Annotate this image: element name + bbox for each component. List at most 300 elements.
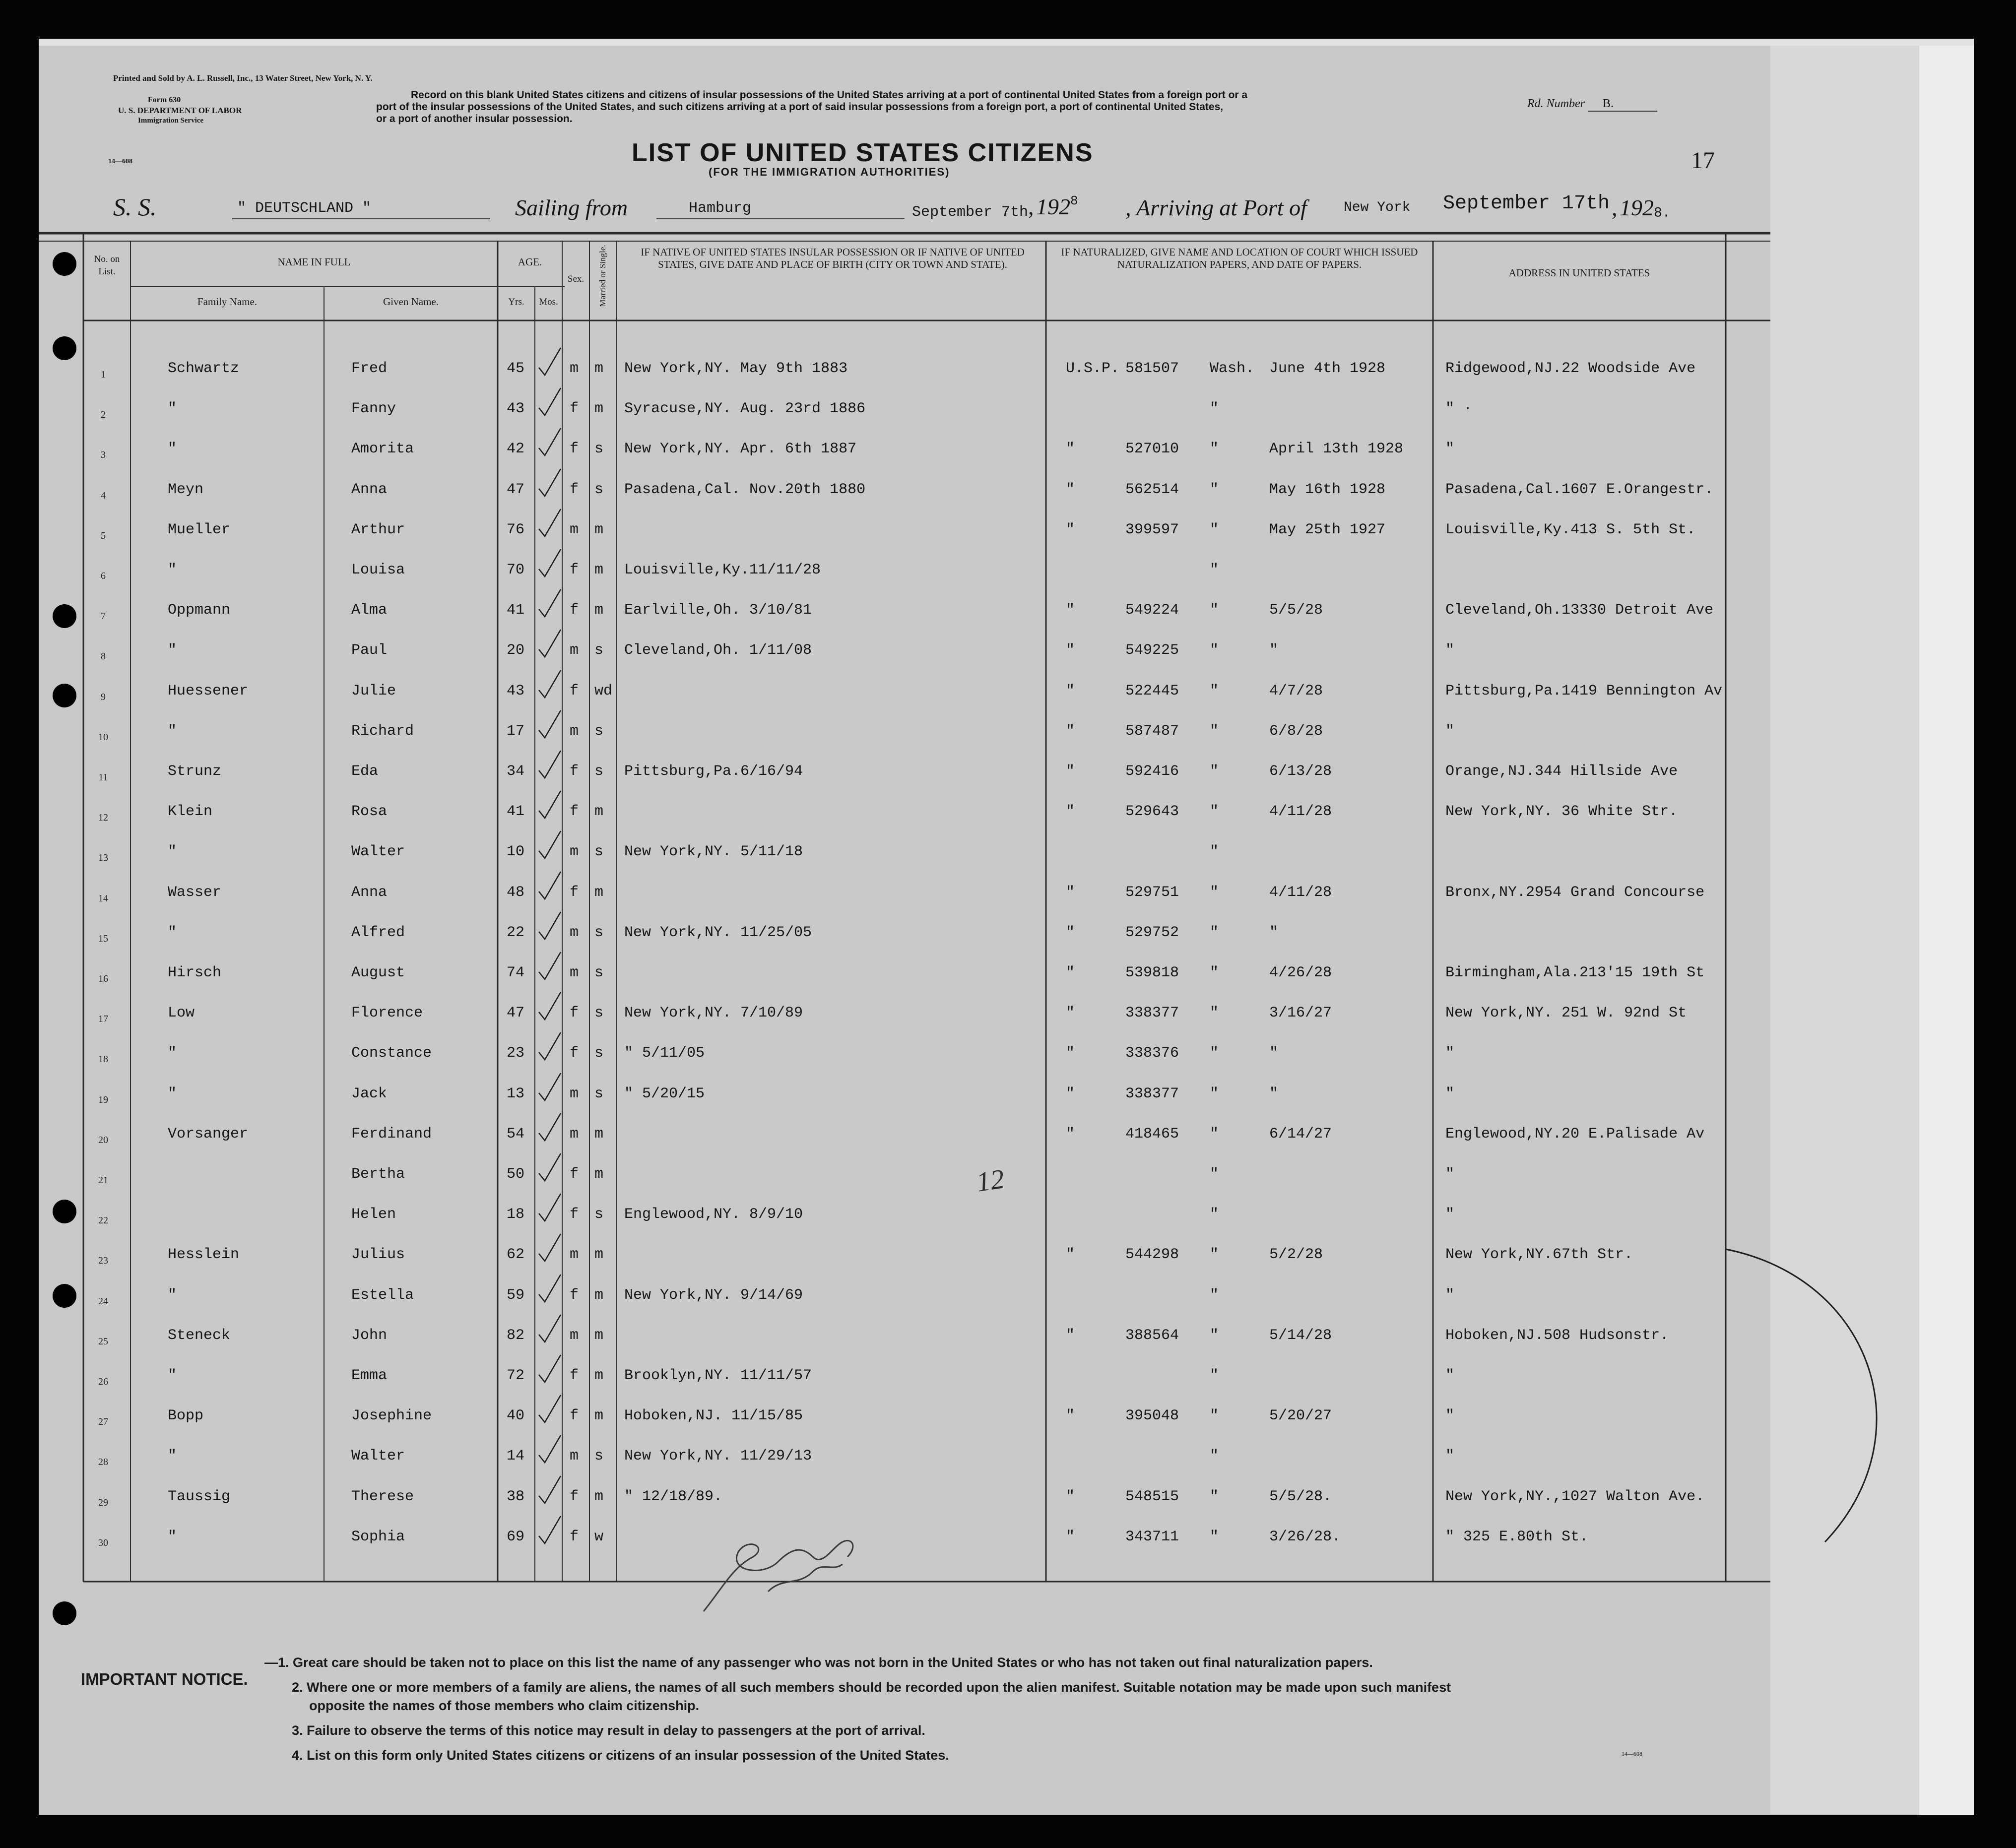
age-years: 17 [507,722,525,740]
age-years: 10 [507,843,525,861]
naturalization-date: 6/14/27 [1269,1125,1332,1143]
check-mark-icon [535,788,565,823]
address: " [1445,1448,1455,1465]
naturalization-court: " [1210,1005,1219,1022]
naturalization-court: " [1210,1085,1219,1102]
address: Bronx,NY.2954 Grand Concourse [1445,884,1705,901]
naturalization-court: " [1210,1407,1219,1425]
row-number: 13 [98,852,108,864]
naturalization-date: 4/26/28 [1269,964,1332,981]
family-name: Hirsch [168,964,222,981]
row-number: 24 [98,1295,108,1307]
given-name: Alma [351,602,388,619]
col-header-naturalization: IF NATURALIZED, GIVE NAME AND LOCATION OF COURT WHICH ISSUED NATURALIZATION PAPERS, AND DATE OF PAPERS. [1061,246,1418,270]
age-years: 74 [507,964,525,981]
instruction-line: Record on this blank United States citizens and citizens of insular possessions of the United States arriving at a port of continental United States from a foreign port or a [411,89,1248,101]
address: " [1445,642,1455,659]
address: " [1445,1367,1455,1384]
naturalization-number: 562514 [1125,481,1179,498]
row-number: 19 [98,1094,108,1105]
naturalization-date: 3/26/28. [1269,1528,1341,1545]
given-name: Alfred [351,924,405,941]
naturalization-date: 5/5/28 [1269,602,1323,619]
naturalization-number: 343711 [1125,1528,1179,1545]
naturalization-court: " [1210,1528,1219,1545]
form-number: Form 630 [148,96,181,104]
marital-status: s [594,843,604,861]
age-years: 34 [507,763,525,780]
given-name: Florence [351,1005,423,1022]
naturalization-number: 529752 [1125,924,1179,941]
margin-note: 12 [974,1163,1007,1198]
check-mark-icon [535,466,565,501]
marital-status: s [594,763,604,780]
address: Pasadena,Cal.1607 E.Orangestr. [1445,481,1714,498]
rd-number-label: Rd. Number [1527,97,1585,110]
naturalization-prefix: " [1066,1528,1075,1545]
row-number: 23 [98,1255,108,1267]
row-number: 8 [101,651,106,662]
age-years: 50 [507,1166,525,1183]
naturalization-court: " [1210,722,1219,740]
notice-heading: IMPORTANT NOTICE. [81,1670,248,1688]
marital-status: s [594,441,604,458]
sailing-label: Sailing from [515,195,628,220]
check-mark-icon [535,909,565,944]
family-name: " [168,1528,177,1545]
ship-name: " DEUTSCHLAND " [237,200,372,217]
notice-item-2-cont: opposite the names of those members who claim citizenship. [309,1698,700,1713]
naturalization-prefix: " [1066,1005,1075,1022]
birth-place-date: Pasadena,Cal. Nov.20th 1880 [624,481,866,498]
given-name: Julius [351,1246,405,1264]
marital-status: m [594,1327,604,1344]
address: New York,NY.,1027 Walton Ave. [1445,1488,1705,1505]
family-name: Klein [168,803,213,821]
footer-code: 14—608 [1622,1750,1642,1757]
sex: f [570,1367,579,1384]
naturalization-date: May 25th 1927 [1269,521,1386,538]
given-name: Emma [351,1367,388,1384]
naturalization-date: " [1269,642,1279,659]
naturalization-court: Wash. [1210,360,1255,377]
birth-place-date: New York,NY. 5/11/18 [624,843,803,861]
sex: m [570,360,579,377]
family-name: " [168,562,177,578]
col-header-age: AGE. [518,256,542,268]
age-years: 14 [507,1448,525,1465]
given-name: Walter [351,1448,405,1465]
row-number: 11 [98,772,108,783]
row-number: 16 [98,973,108,984]
check-mark-icon [535,587,565,622]
family-name: Strunz [168,763,222,780]
col-header-birth: IF NATIVE OF UNITED STATES INSULAR POSSESSION OR IF NATIVE OF UNITED STATES, GIVE DATE AND PLACE OF BIRTH (CITY OR TOWN AND STATE). [641,246,1025,270]
given-name: Amorita [351,441,414,458]
row-number: 9 [101,691,106,702]
given-name: Jack [351,1085,388,1102]
row-number: 22 [98,1215,108,1226]
family-name: Mueller [168,521,231,538]
sail-date: September 7th [912,203,1029,221]
address: Pittsburg,Pa.1419 Bennington Av [1445,682,1723,700]
row-number: 18 [98,1054,108,1065]
arrival-date: September 17th [1443,192,1610,215]
naturalization-date: 6/13/28 [1269,763,1332,780]
check-mark-icon [535,828,565,863]
family-name: " [168,1085,177,1102]
col-header-married-single: Married or Single. [598,245,607,307]
row-number: 6 [101,571,106,581]
birth-place-date: New York,NY. May 9th 1883 [624,360,848,377]
sex: m [570,1246,579,1264]
given-name: August [351,964,405,981]
instruction-line: port of the insular possessions of the United States, and such citizens arriving at a port of said insular possessions from a foreign port, a port of continental United States, [376,101,1224,113]
given-name: Fred [351,360,388,377]
naturalization-date: 6/8/28 [1269,722,1323,740]
naturalization-court: " [1210,884,1219,901]
address: Orange,NJ.344 Hillside Ave [1445,763,1678,780]
family-name: Wasser [168,884,222,901]
page-number: 17 [1691,147,1715,174]
given-name: Sophia [351,1528,405,1545]
given-name: Josephine [351,1407,432,1425]
given-name: Therese [351,1488,414,1505]
check-mark-icon [535,1030,565,1065]
age-years: 45 [507,360,525,377]
check-mark-icon [535,950,565,984]
family-name: Huessener [168,682,249,700]
address: New York,NY. 36 White Str. [1445,803,1678,821]
row-number: 29 [98,1497,108,1508]
given-name: Anna [351,884,388,901]
age-years: 22 [507,924,525,941]
marital-status: s [594,722,604,740]
naturalization-court: " [1210,1206,1219,1223]
naturalization-date: June 4th 1928 [1269,360,1386,377]
sex: m [570,521,579,538]
naturalization-prefix: " [1066,481,1075,498]
birth-place-date: Syracuse,NY. Aug. 23rd 1886 [624,400,866,418]
sex: m [570,924,579,941]
birth-place-date: New York,NY. 7/10/89 [624,1005,803,1022]
family-name: " [168,843,177,861]
naturalization-number: 539818 [1125,964,1179,981]
naturalization-court: " [1210,1166,1219,1183]
naturalization-court: " [1210,1125,1219,1143]
naturalization-prefix: " [1066,803,1075,821]
naturalization-court: " [1210,843,1219,861]
birth-place-date: Pittsburg,Pa.6/16/94 [624,763,803,780]
naturalization-number: 587487 [1125,722,1179,740]
given-name: Anna [351,481,388,498]
age-years: 72 [507,1367,525,1384]
arrival-year-digit: 8. [1653,205,1671,221]
printer-credit: Printed and Sold by A. L. Russell, Inc., 13 Water Street, New York, N. Y. [113,73,373,83]
naturalization-court: " [1210,964,1219,981]
family-name: Low [168,1005,195,1022]
birth-place-date: Louisville,Ky.11/11/28 [624,562,821,578]
birth-place-date: Hoboken,NJ. 11/15/85 [624,1407,803,1425]
marital-status: m [594,562,604,578]
birth-place-date: New York,NY. Apr. 6th 1887 [624,441,857,458]
naturalization-prefix: " [1066,924,1075,941]
sex: m [570,722,579,740]
naturalization-court: " [1210,642,1219,659]
age-years: 62 [507,1246,525,1264]
naturalization-prefix: " [1066,642,1075,659]
row-number: 5 [101,530,106,541]
check-mark-icon [535,627,565,662]
ss-label: S. S. [113,193,157,221]
naturalization-date: " [1269,1045,1279,1062]
sex: f [570,1528,579,1545]
family-name: Meyn [168,481,204,498]
naturalization-prefix: " [1066,1125,1075,1143]
naturalization-date: May 16th 1928 [1269,481,1386,498]
department: U. S. DEPARTMENT OF LABOR [118,106,242,115]
row-number: 12 [98,812,108,824]
naturalization-court: " [1210,763,1219,780]
sex: f [570,763,579,780]
naturalization-prefix: " [1066,521,1075,538]
age-years: 38 [507,1488,525,1505]
given-name: Louisa [351,562,405,578]
birth-place-date: " 12/18/89. [624,1488,723,1505]
naturalization-date: 4/11/28 [1269,884,1332,901]
marital-status: s [594,1045,604,1062]
sail-year-digit: 8 [1070,193,1078,208]
row-number: 10 [98,731,108,743]
check-mark-icon [535,1111,565,1146]
given-name: Rosa [351,803,388,821]
naturalization-date: 4/11/28 [1269,803,1332,821]
check-mark-icon [535,385,565,420]
family-name: Hesslein [168,1246,240,1264]
check-mark-icon [535,1433,565,1467]
family-name: " [168,1367,177,1384]
sex: f [570,562,579,578]
check-mark-icon [535,547,565,581]
naturalization-court: " [1210,682,1219,700]
check-mark-icon [535,1272,565,1307]
naturalization-number: 549224 [1125,602,1179,619]
naturalization-court: " [1210,924,1219,941]
row-number: 14 [98,892,108,904]
sex: m [570,1448,579,1465]
handwritten-signature [694,1517,872,1616]
from-port: Hamburg [689,200,752,217]
naturalization-prefix: " [1066,763,1075,780]
age-years: 59 [507,1286,525,1304]
given-name: Helen [351,1206,396,1223]
address: " [1445,1085,1455,1102]
check-mark-icon [535,1393,565,1427]
col-header-address: ADDRESS IN UNITED STATES [1508,267,1650,279]
marital-status: w [594,1528,604,1545]
row-number: 21 [98,1175,108,1186]
naturalization-prefix: " [1066,884,1075,901]
naturalization-number: 529643 [1125,803,1179,821]
check-mark-icon [535,1151,565,1186]
address: Ridgewood,NJ.22 Woodside Ave [1445,360,1696,377]
notice-item-4: 4. List on this form only United States citizens or citizens of an insular possession of the United States. [292,1748,949,1763]
check-mark-icon [535,1352,565,1387]
naturalization-prefix: " [1066,1327,1075,1344]
given-name: Bertha [351,1166,405,1183]
marital-status: m [594,803,604,821]
sex: m [570,1327,579,1344]
marital-status: m [594,400,604,418]
naturalization-prefix: " [1066,1488,1075,1505]
rd-number-value: B. [1588,97,1657,112]
row-number: 1 [101,369,106,380]
given-name: Ferdinand [351,1125,432,1143]
naturalization-prefix: " [1066,1407,1075,1425]
naturalization-prefix: " [1066,1045,1075,1062]
instruction-line: or a port of another insular possession. [376,113,573,125]
age-years: 70 [507,562,525,578]
naturalization-prefix: " [1066,441,1075,458]
naturalization-number: 388564 [1125,1327,1179,1344]
marital-status: m [594,360,604,377]
naturalization-number: 592416 [1125,763,1179,780]
row-number: 28 [98,1457,108,1468]
notice-item-1: —1. Great care should be taken not to place on this list the name of any passenger who was not born in the United States or who has not taken out final naturalization papers. [264,1655,1373,1670]
age-years: 23 [507,1045,525,1062]
sail-year-prefix: 192 [1036,194,1070,219]
naturalization-number: 399597 [1125,521,1179,538]
naturalization-court: " [1210,400,1219,418]
row-number: 15 [98,933,108,944]
family-name: " [168,441,177,458]
marital-status: m [594,1488,604,1505]
marital-status: s [594,1206,604,1223]
naturalization-court: " [1210,481,1219,498]
given-name: Richard [351,722,414,740]
birth-place-date: " 5/20/15 [624,1085,705,1102]
marital-status: m [594,521,604,538]
marital-status: s [594,1085,604,1102]
address: " [1445,722,1455,740]
naturalization-court: " [1210,1448,1219,1465]
naturalization-number: 581507 [1125,360,1179,377]
naturalization-prefix: " [1066,964,1075,981]
given-name: Walter [351,843,405,861]
row-number: 26 [98,1376,108,1387]
family-name: " [168,1448,177,1465]
row-number: 2 [101,409,106,421]
birth-place-date: Cleveland,Oh. 1/11/08 [624,642,812,659]
marital-status: s [594,642,604,659]
document-sheet [39,39,1974,1815]
family-name: " [168,642,177,659]
naturalization-date: 5/5/28. [1269,1488,1332,1505]
naturalization-court: " [1210,1367,1219,1384]
sex: m [570,642,579,659]
birth-place-date: Brooklyn,NY. 11/11/57 [624,1367,812,1384]
age-years: 47 [507,1005,525,1022]
birth-place-date: New York,NY. 9/14/69 [624,1286,803,1304]
family-name: Oppmann [168,602,231,619]
given-name: Julie [351,682,396,700]
given-name: Arthur [351,521,405,538]
naturalization-date: 5/2/28 [1269,1246,1323,1264]
col-header-yrs: Yrs. [508,297,524,307]
marital-status: s [594,1448,604,1465]
row-number: 27 [98,1416,108,1428]
col-header-mos: Mos. [539,297,558,307]
naturalization-court: " [1210,803,1219,821]
col-header-sex: Sex. [567,274,585,284]
check-mark-icon [535,990,565,1024]
naturalization-court: " [1210,1045,1219,1062]
address: Cleveland,Oh.13330 Detroit Ave [1445,602,1714,619]
naturalization-prefix: " [1066,1246,1075,1264]
marital-status: m [594,602,604,619]
naturalization-number: 338376 [1125,1045,1179,1062]
birth-place-date: Englewood,NY. 8/9/10 [624,1206,803,1223]
address: Louisville,Ky.413 S. 5th St. [1445,521,1696,538]
age-years: 48 [507,884,525,901]
row-number: 25 [98,1336,108,1347]
marital-status: s [594,481,604,498]
birth-place-date: Earlville,Oh. 3/10/81 [624,602,812,619]
naturalization-court: " [1210,1327,1219,1344]
service: Immigration Service [138,117,204,125]
sex: f [570,481,579,498]
address: Englewood,NY.20 E.Palisade Av [1445,1125,1705,1143]
naturalization-court: " [1210,602,1219,619]
naturalization-date: " [1269,924,1279,941]
address: " [1445,441,1455,458]
check-mark-icon [535,708,565,743]
naturalization-date: 5/20/27 [1269,1407,1332,1425]
address: New York,NY.67th Str. [1445,1246,1633,1264]
check-mark-icon [535,668,565,702]
naturalization-number: 338377 [1125,1085,1179,1102]
check-mark-icon [535,748,565,783]
given-name: Eda [351,763,379,780]
page-title: LIST OF UNITED STATES CITIZENS [632,138,1094,167]
naturalization-number: 527010 [1125,441,1179,458]
naturalization-date: 4/7/28 [1269,682,1323,700]
birth-place-date: New York,NY. 11/25/05 [624,924,812,941]
naturalization-number: 544298 [1125,1246,1179,1264]
sex: f [570,1166,579,1183]
given-name: John [351,1327,388,1344]
check-mark-icon [535,1312,565,1347]
check-mark-icon [535,507,565,541]
sex: m [570,1125,579,1143]
family-name: " [168,722,177,740]
family-name: Steneck [168,1327,231,1344]
row-number: 20 [98,1134,108,1146]
address: " · [1445,400,1473,418]
age-years: 43 [507,400,525,418]
sex: f [570,602,579,619]
marital-status: m [594,1367,604,1384]
marital-status: s [594,964,604,981]
col-header-family-name: Family Name. [197,296,258,308]
naturalization-date: " [1269,1085,1279,1102]
naturalization-prefix: U.S.P. [1066,360,1120,377]
address: " [1445,1206,1455,1223]
given-name: Estella [351,1286,414,1304]
age-years: 41 [507,602,525,619]
row-number: 17 [98,1014,108,1025]
birth-place-date: New York,NY. 11/29/13 [624,1448,812,1465]
